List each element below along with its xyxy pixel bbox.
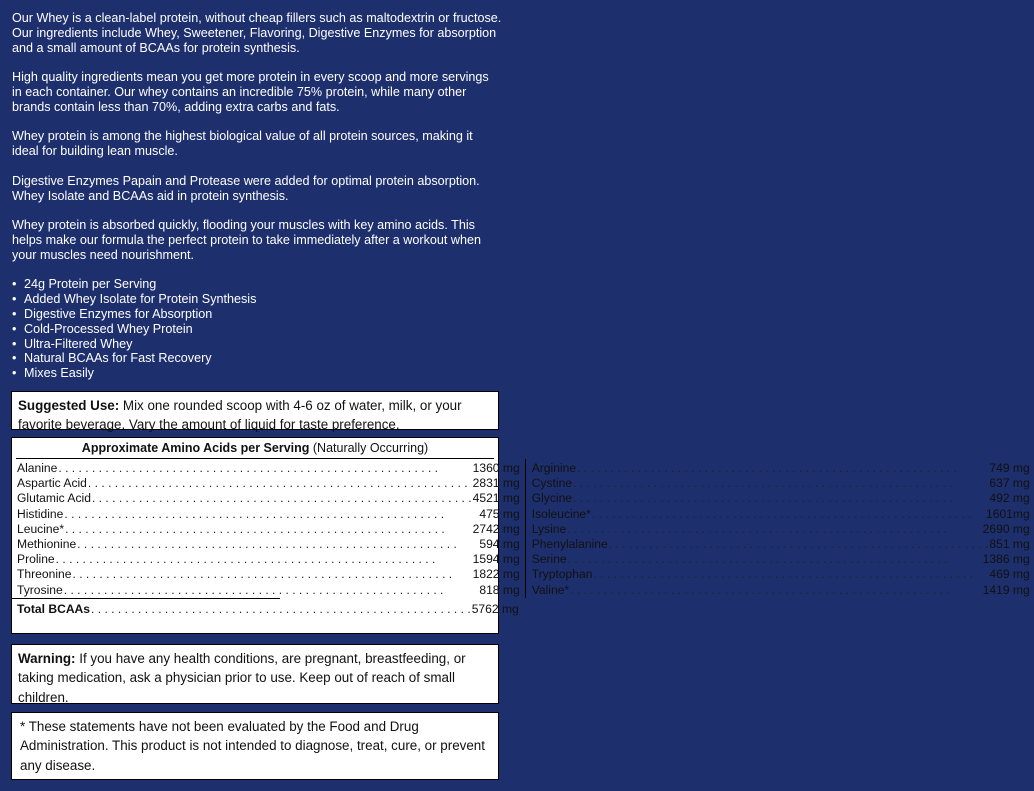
table-row: Isoleucine* . . . 1601mg <box>532 507 1030 522</box>
table-row: Methionine . . . 594 mg <box>17 537 520 552</box>
table-row: Leucine* . . . 2742 mg <box>17 522 520 537</box>
table-row: Phenylalanine . . . 851 mg <box>532 537 1030 552</box>
total-bcaas-row: Total BCAAs . . . 5762 mg <box>12 598 280 617</box>
table-row: Tryptophan . . . 469 mg <box>532 567 1030 582</box>
suggested-use-box <box>11 391 499 433</box>
biological-value-paragraph: Whey protein is among the highest biological value of all protein sources, making it ideal for building lean muscle. <box>12 129 473 159</box>
list-item: • Mixes Easily <box>12 366 94 381</box>
table-row: Tyrosine . . . 818 mg <box>17 583 520 598</box>
table-row: Proline . . . 1594 mg <box>17 552 520 567</box>
disclaimer-text: * These statements have not been evaluated by the Food and Drug Administration. This product is not intended to diagnose, treat, cure, or prevent any disease. <box>20 718 485 773</box>
fda-disclaimer-box <box>11 712 499 780</box>
table-row: Serine . . . 1386 mg <box>532 552 1030 567</box>
list-item: • Natural BCAAs for Fast Recovery <box>12 351 212 366</box>
amino-acid-table <box>11 437 1030 634</box>
warning-label: Warning: <box>18 650 76 666</box>
bullet-icon: • <box>12 351 17 366</box>
suggested-use-text: Mix one rounded scoop with 4-6 oz of water, milk, or your favorite beverage. Vary the amount of liquid for taste preference. <box>18 397 462 433</box>
list-item: • Ultra-Filtered Whey <box>12 336 133 351</box>
list-item: • Added Whey Isolate for Protein Synthesis <box>12 292 257 307</box>
amino-table-title: Approximate Amino Acids per Serving (Naturally Occurring) <box>81 440 429 455</box>
table-row: Valine* . . . 1419 mg <box>532 583 1030 598</box>
bullet-icon: • <box>12 292 17 307</box>
bullet-icon: • <box>12 366 17 381</box>
bullet-icon: • <box>12 336 17 351</box>
intro-paragraph: Our Whey is a clean-label protein, without cheap fillers such as maltodextrin or fructose. Our ingredients include Whey, Sweetener, Flavoring, Digestive Enzymes for absorption and a small amount of BCAAs for protein synthesis. <box>12 11 502 55</box>
table-row: Glutamic Acid . . . 4521 mg <box>17 491 520 506</box>
absorption-paragraph: Whey protein is absorbed quickly, flooding your muscles with key amino acids. This helps make our formula the perfect protein to take immediately after a workout when your muscles need nourishment. <box>12 218 482 262</box>
table-row: Alanine . . . 1360 mg <box>17 461 520 476</box>
table-row: Cystine . . . 637 mg <box>532 476 1030 491</box>
table-row: Aspartic Acid . . . 2831 mg <box>17 476 520 491</box>
list-item: • Cold-Processed Whey Protein <box>12 321 193 336</box>
list-item: • 24g Protein per Serving <box>12 277 157 292</box>
table-row: Arginine . . . 749 mg <box>532 461 1030 476</box>
list-item: • Digestive Enzymes for Absorption <box>12 306 213 321</box>
quality-paragraph: High quality ingredients mean you get more protein in every scoop and more servings in each container. Our whey contains an incredible 75% protein, while many other brands contain less than 70%, adding extra carbs and fats. <box>12 70 489 114</box>
amino-column-right <box>526 459 1034 598</box>
bullet-icon: • <box>12 277 17 292</box>
table-row: Lysine . . . 2690 mg <box>532 522 1030 537</box>
warning-box <box>11 644 499 704</box>
amino-column-left <box>16 459 526 598</box>
amino-grid <box>16 458 1030 598</box>
warning-text: If you have any health conditions, are pregnant, breastfeeding, or taking medication, ask a physician prior to use. Keep out of reach of small children. <box>18 650 466 705</box>
table-row: Threonine . . . 1822 mg <box>17 567 520 582</box>
table-row: Glycine . . . 492 mg <box>532 491 1030 506</box>
feature-list <box>12 277 502 381</box>
table-row: Histidine . . . 475 mg <box>17 507 520 522</box>
enzymes-paragraph: Digestive Enzymes Papain and Protease were added for optimal protein absorption. Whey Isolate and BCAAs aid in protein synthesis. <box>12 173 480 203</box>
bullet-icon: • <box>12 321 17 336</box>
bullet-icon: • <box>12 306 17 321</box>
suggested-use-label: Suggested Use: <box>18 397 120 413</box>
